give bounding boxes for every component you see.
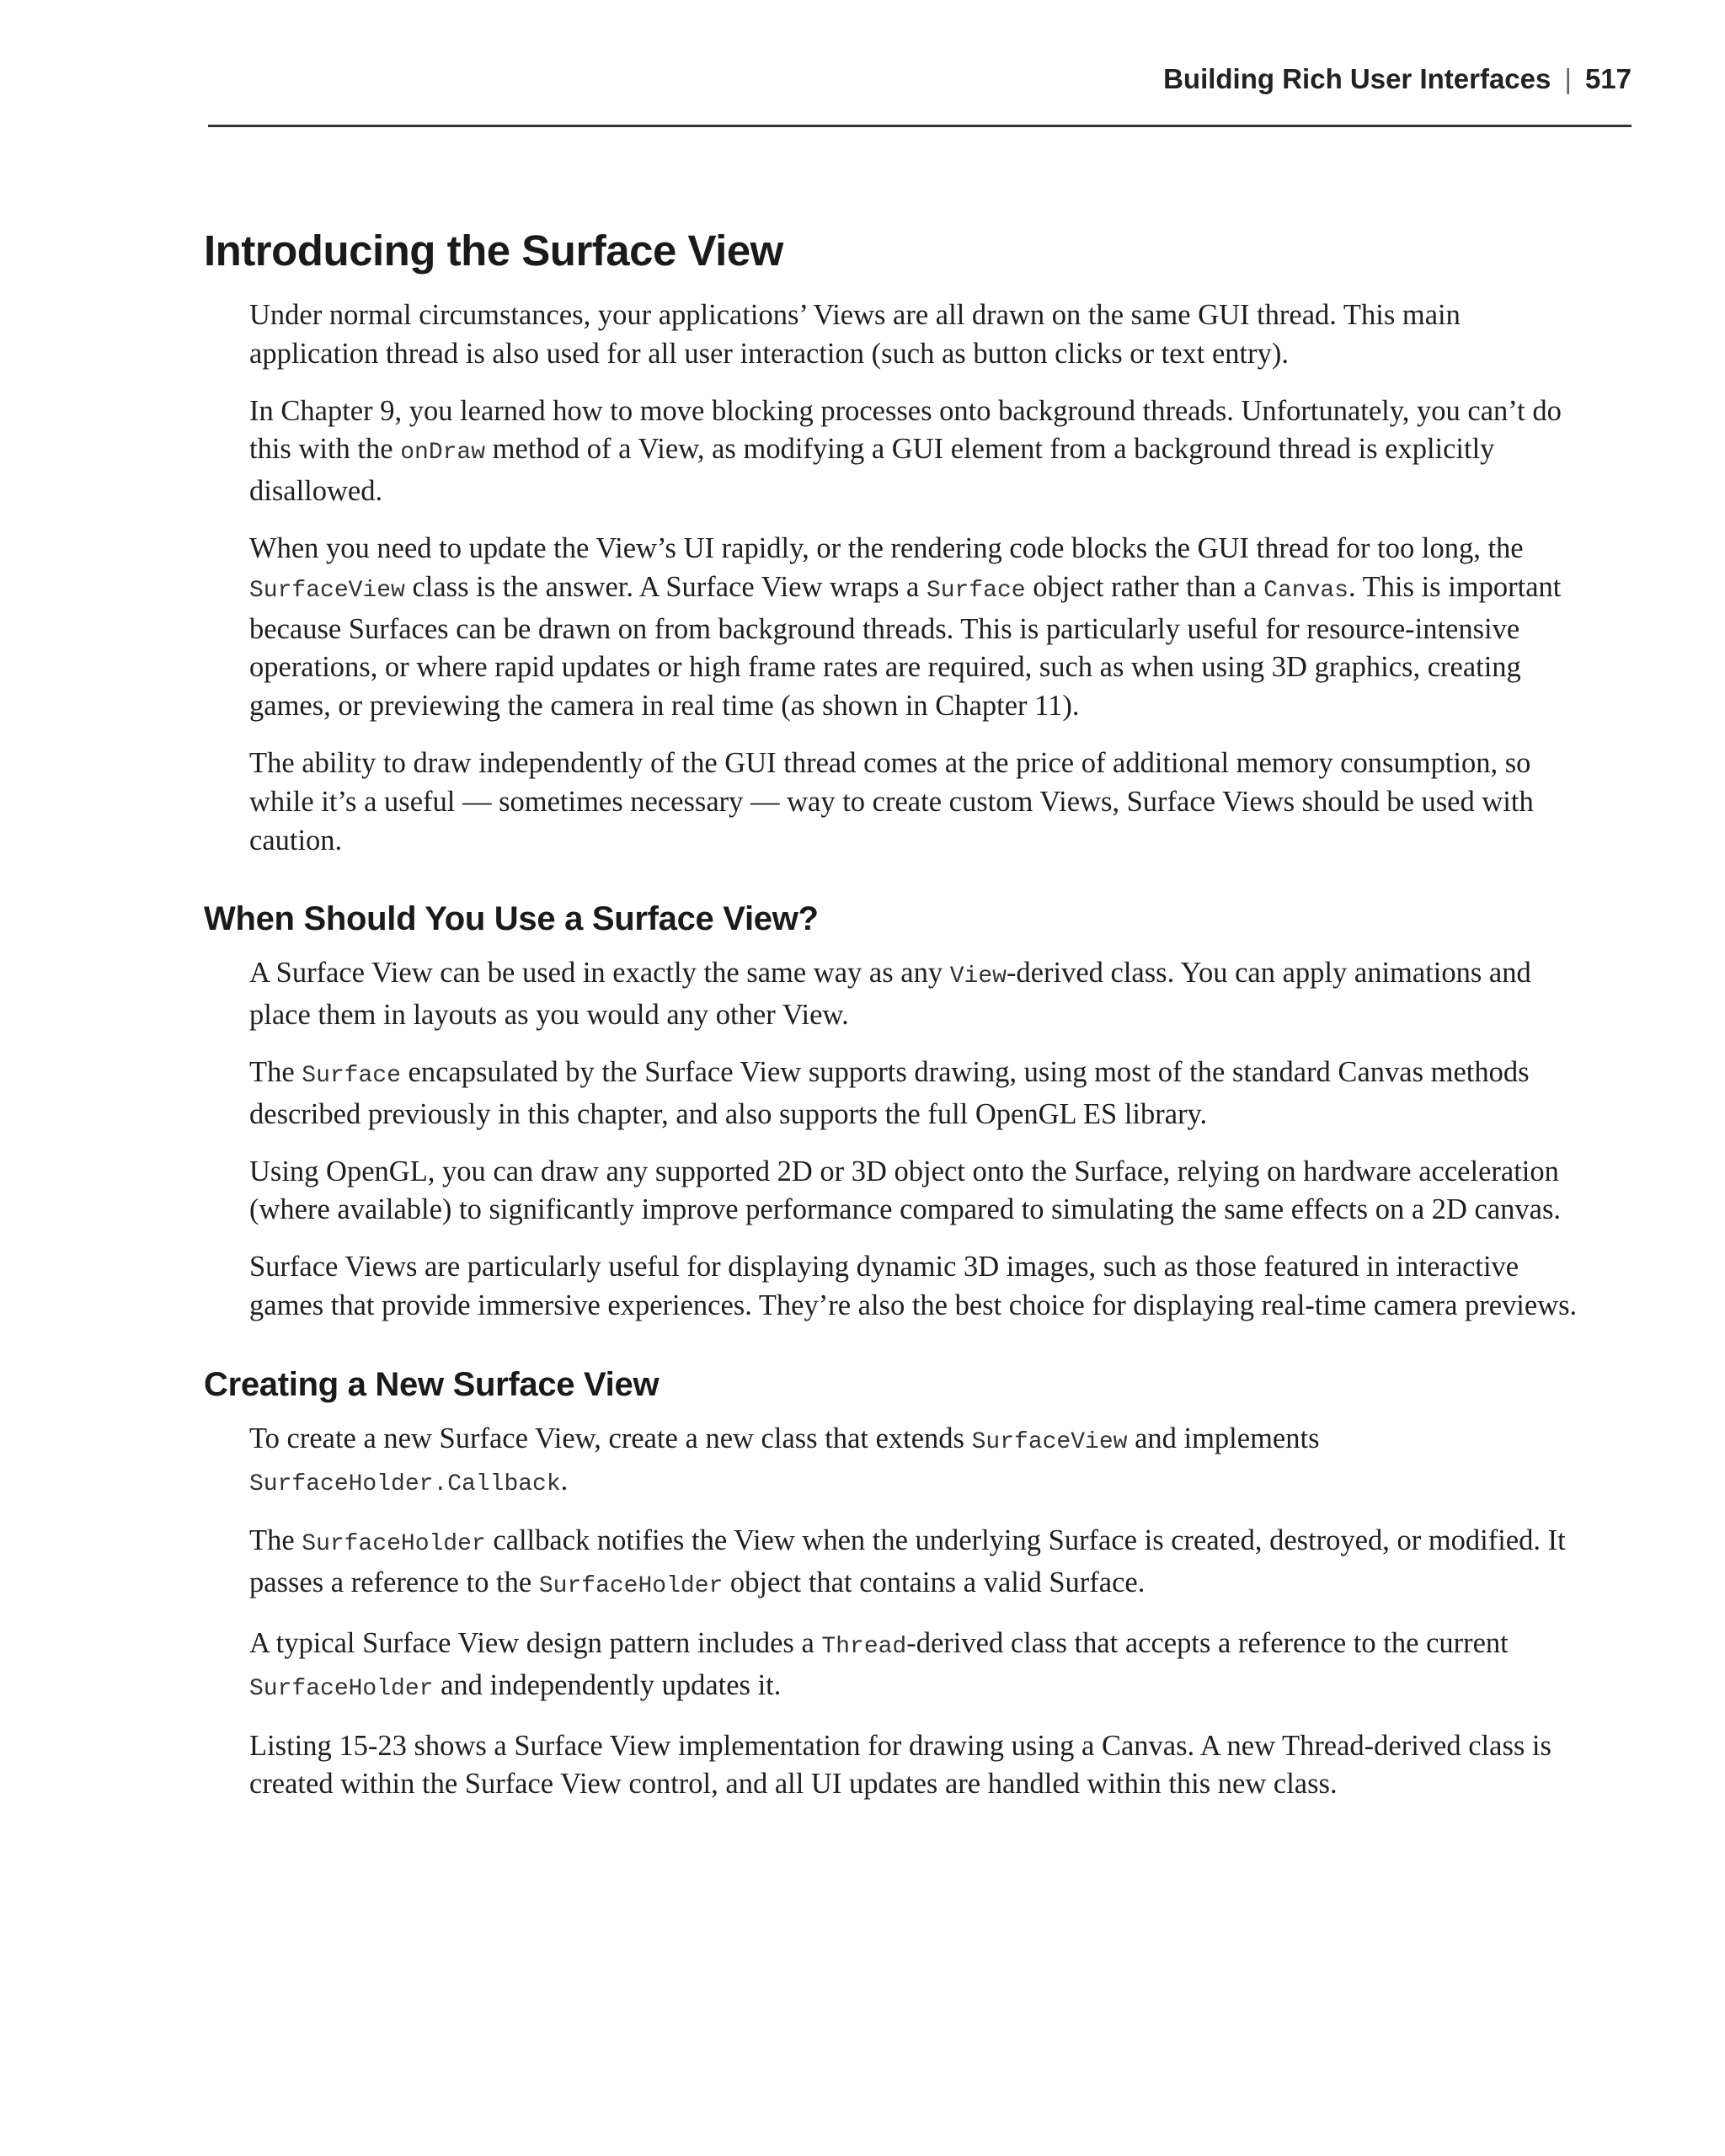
inline-code: Thread: [821, 1633, 907, 1660]
paragraph: A Surface View can be used in exactly the same way as any View-derived class. You can apply animations and place them in layouts as you would any other View.: [249, 957, 1531, 1032]
paragraph: When you need to update the View’s UI rapidly, or the rendering code blocks the GUI thread for too long, the SurfaceView class is the answer. A Surface View wraps a Surface object rather than a Canvas. This is important because Surfaces can be drawn on from background threads. This is particularly useful for resource-intensive operations, or where rapid updates or high frame rates are required, such as when using 3D graphics, creating games, or previewing the camera in real time (as shown in Chapter 11).: [249, 531, 1562, 723]
page-body: [204, 221, 1594, 1822]
inline-code: SurfaceHolder: [538, 1573, 724, 1600]
inline-code: Surface: [302, 1062, 401, 1089]
paragraph: In Chapter 9, you learned how to move blocking processes onto background threads. Unfortunately, you can’t do this with the onDraw method of a View, as modifying a GUI element from a background thread is explicitly disallowed.: [249, 394, 1562, 508]
inline-code: SurfaceHolder: [302, 1531, 486, 1558]
paragraph: Listing 15-23 shows a Surface View implementation for drawing using a Canvas. A new Thread-derived class is created within the Surface View control, and all UI updates are handled within this new class.: [249, 1729, 1551, 1801]
inline-code: SurfaceView: [971, 1428, 1128, 1455]
section-heading: Introducing the Surface View: [204, 227, 783, 275]
paragraph: The ability to draw independently of the GUI thread comes at the price of additional memory consumption, so while it’s a useful — sometimes necessary — way to create custom Views, Surface Views should be used with caution.: [249, 746, 1534, 857]
inline-code: Surface: [926, 577, 1026, 604]
paragraph: Under normal circumstances, your applications’ Views are all drawn on the same GUI thread. This main application thread is also used for all user interaction (such as button clicks or text entry).: [249, 299, 1461, 370]
subsection-heading: Creating a New Surface View: [204, 1365, 660, 1403]
paragraph: Surface Views are particularly useful for displaying dynamic 3D images, such as those featured in interactive games that provide immersive experiences. They’re also the best choice for displaying real-time camera previews.: [249, 1251, 1578, 1321]
inline-code: SurfaceView: [249, 577, 405, 604]
running-title: Building Rich User Interfaces: [1163, 63, 1551, 94]
paragraph: The Surface encapsulated by the Surface View supports drawing, using most of the standard Canvas methods described previously in this chapter, and also supports the full OpenGL ES library.: [249, 1055, 1530, 1130]
inline-code: SurfaceHolder: [249, 1675, 434, 1702]
inline-code: SurfaceHolder.Callback: [249, 1470, 561, 1497]
paragraph: The SurfaceHolder callback notifies the View when the underlying Surface is created, destroyed, or modified. It passes a reference to the SurfaceHolder object that contains a valid Surface.: [249, 1524, 1566, 1600]
running-header: [1163, 63, 1632, 95]
inline-code: onDraw: [400, 440, 486, 467]
subsection-heading: When Should You Use a Surface View?: [204, 900, 819, 938]
page-number: 517: [1584, 63, 1632, 94]
paragraph: A typical Surface View design pattern includes a Thread-derived class that accepts a reference to the current SurfaceHolder and independently updates it.: [249, 1626, 1509, 1702]
inline-code: View: [949, 963, 1007, 990]
paragraph: Using OpenGL, you can draw any supported 2D or 3D object onto the Surface, relying on hardware acceleration (where available) to significantly improve performance compared to simulating the same effects on a 2D canvas.: [249, 1155, 1562, 1226]
header-rule: [208, 125, 1632, 127]
paragraph: To create a new Surface View, create a new class that extends SurfaceView and implements SurfaceHolder.Callback.: [249, 1422, 1320, 1497]
header-separator: |: [1564, 63, 1572, 94]
inline-code: Canvas: [1263, 577, 1348, 604]
